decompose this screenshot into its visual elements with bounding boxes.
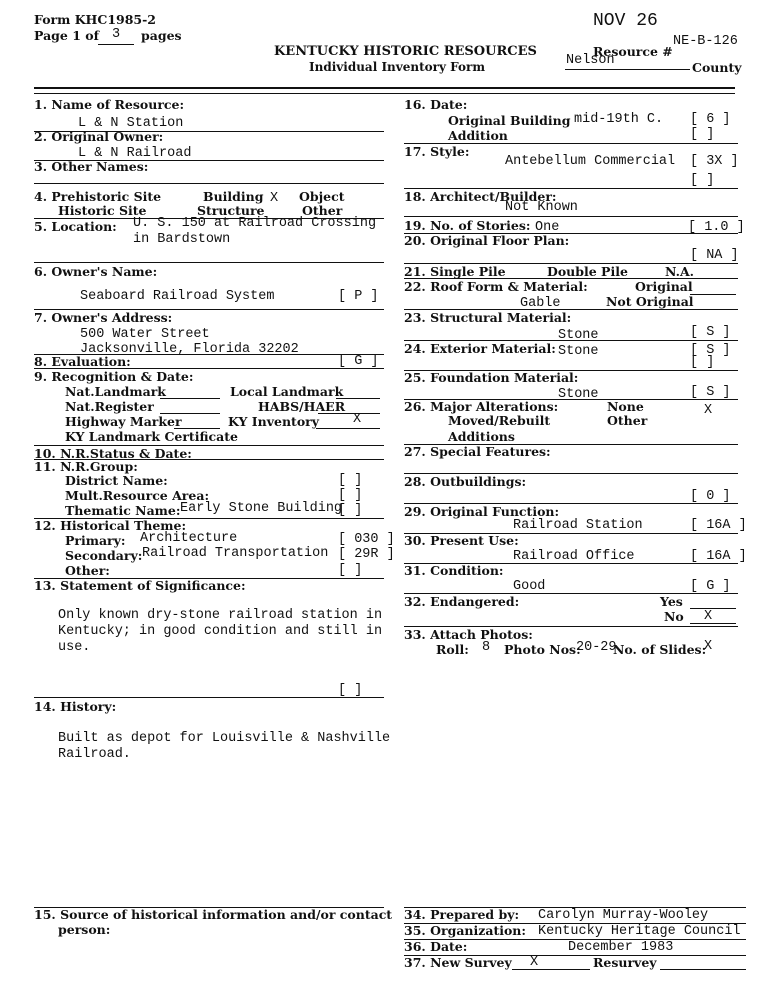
significance-code: [ ] xyxy=(338,683,363,698)
object-label: Object xyxy=(299,189,345,204)
thematic-bracket: [ ] xyxy=(338,503,363,518)
field-30-label: 30. Present Use: xyxy=(404,533,519,548)
form-title: KENTUCKY HISTORIC RESOURCES xyxy=(274,44,537,59)
field-10-label: 10. N.R.Status & Date: xyxy=(34,446,192,461)
original-building-label: Original Building xyxy=(448,113,571,128)
field-32-label: 32. Endangered: xyxy=(404,594,520,609)
history-line-1: Built as depot for Louisville & Nashville xyxy=(58,731,391,746)
photo-nos-label: Photo Nos: xyxy=(504,642,581,657)
field-5-label: 5. Location: xyxy=(34,219,117,234)
primary-value: Architecture xyxy=(140,531,238,546)
mult-resource-bracket: [ ] xyxy=(338,488,363,503)
stories-code: [ 1.0 ] xyxy=(688,220,745,235)
foundation-material-code: [ S ] xyxy=(690,385,731,400)
form-subtitle: Individual Inventory Form xyxy=(309,60,486,74)
nat-register-label: Nat.Register xyxy=(65,399,154,414)
county-label: County xyxy=(692,60,742,75)
secondary-value: Railroad Transportation xyxy=(142,546,329,561)
form-id: Form KHC1985-2 xyxy=(34,12,156,27)
field-29-label: 29. Original Function: xyxy=(404,504,560,519)
nat-landmark-label: Nat.Landmark xyxy=(65,384,166,399)
additions-label: Additions xyxy=(448,429,515,444)
other-theme-code: [ ] xyxy=(338,563,363,578)
field-28-label: 28. Outbuildings: xyxy=(404,474,527,489)
field-15-label-2: person: xyxy=(58,922,111,937)
field-7-label: 7. Owner's Address: xyxy=(34,310,173,325)
significance-line-2: Kentucky; in good condition and still in xyxy=(58,624,383,639)
field-4-label-historic: Historic Site xyxy=(58,203,147,218)
slides-value: X xyxy=(704,639,713,654)
alterations-other-label: Other xyxy=(607,413,648,428)
owner-name-value: Seaboard Railroad System xyxy=(80,289,275,304)
field-16-label: 16. Date: xyxy=(404,97,468,112)
prep-date-value: December 1983 xyxy=(568,940,674,955)
moved-rebuilt-label: Moved/Rebuilt xyxy=(448,413,551,428)
district-bracket: [ ] xyxy=(338,473,363,488)
roll-label: Roll: xyxy=(436,642,469,657)
endangered-mark: X xyxy=(704,609,713,624)
significance-line-1: Only known dry-stone railroad station in xyxy=(58,608,383,623)
field-4-label-prehistoric: 4. Prehistoric Site xyxy=(34,189,162,204)
field-19-label: 19. No. of Stories: xyxy=(404,218,531,233)
field-1-label: 1. Name of Resource: xyxy=(34,97,185,112)
exterior-material-code: [ S ] xyxy=(690,343,731,358)
field-33-label: 33. Attach Photos: xyxy=(404,627,533,642)
resurvey-label: Resurvey xyxy=(593,955,657,970)
evaluation-code: [ G ] xyxy=(338,354,379,369)
local-landmark-label: Local Landmark xyxy=(230,384,344,399)
field-27-label: 27. Special Features: xyxy=(404,444,551,459)
secondary-label: Secondary: xyxy=(65,548,143,563)
field-23-label: 23. Structural Material: xyxy=(404,310,572,325)
mult-resource-label: Mult.Resource Area: xyxy=(65,488,210,503)
style-value: Antebellum Commercial xyxy=(505,154,676,169)
structural-material-code: [ S ] xyxy=(690,325,731,340)
original-function-value: Railroad Station xyxy=(513,518,643,533)
field-3-label: 3. Other Names: xyxy=(34,159,149,174)
field-36-label: 36. Date: xyxy=(404,939,468,954)
style-code-2: [ ] xyxy=(690,173,715,188)
field-11-label: 11. N.R.Group: xyxy=(34,459,138,474)
roof-form-value: Gable xyxy=(520,296,561,311)
other-label: Other xyxy=(302,203,343,218)
addition-label: Addition xyxy=(448,128,508,143)
outbuildings-code: [ 0 ] xyxy=(690,489,731,504)
county-value: Nelson xyxy=(566,53,615,68)
field-12-label: 12. Historical Theme: xyxy=(34,518,187,533)
architect-value: Not Known xyxy=(505,200,578,215)
endangered-yes-label: Yes xyxy=(660,594,683,609)
field-20-label: 20. Original Floor Plan: xyxy=(404,233,570,248)
new-survey-mark: X xyxy=(530,955,539,970)
field-31-label: 31. Condition: xyxy=(404,563,504,578)
page-of-label: Page 1 of xyxy=(34,28,99,43)
building-mark: X xyxy=(270,191,279,206)
field-14-label: 14. History: xyxy=(34,699,117,714)
thematic-name-value: Early Stone Building xyxy=(180,501,343,516)
endangered-no-label: No xyxy=(664,609,684,624)
exterior-material-value: Stone xyxy=(558,344,599,359)
photo-nos-value: 20-29 xyxy=(576,640,617,655)
structural-material-value: Stone xyxy=(558,328,599,343)
original-building-code: [ 6 ] xyxy=(690,112,731,127)
original-function-code: [ 16A ] xyxy=(690,518,747,533)
original-owner-value: L & N Railroad xyxy=(78,146,192,161)
ky-inventory-mark: X xyxy=(353,412,362,427)
field-8-label: 8. Evaluation: xyxy=(34,354,131,369)
roll-value: 8 xyxy=(482,640,491,655)
highway-marker-label: Highway Marker xyxy=(65,414,182,429)
primary-code: [ 030 ] xyxy=(338,532,395,547)
owner-address-line-2: Jacksonville, Florida 32202 xyxy=(80,342,299,357)
original-building-value: mid-19th C. xyxy=(574,112,664,127)
field-18-label: 18. Architect/Builder: xyxy=(404,189,557,204)
primary-label: Primary: xyxy=(65,533,126,548)
slides-label: No. of Slides: xyxy=(613,642,707,657)
condition-value: Good xyxy=(513,579,546,594)
ky-inventory-label: KY Inventory xyxy=(228,414,320,429)
roof-not-original-label: Not Original xyxy=(606,294,694,309)
other-theme-label: Other: xyxy=(65,563,110,578)
alterations-mark: X xyxy=(704,403,713,418)
ky-landmark-cert-label: KY Landmark Certificate xyxy=(65,429,238,444)
resource-name-value: L & N Station xyxy=(78,116,184,131)
secondary-code: [ 29R ] xyxy=(338,547,395,562)
history-line-2: Railroad. xyxy=(58,747,131,762)
field-24-label: 24. Exterior Material: xyxy=(404,341,556,356)
field-13-label: 13. Statement of Significance: xyxy=(34,578,246,593)
alterations-none-label: None xyxy=(607,399,644,414)
style-code: [ 3X ] xyxy=(690,154,739,169)
single-pile-label: 21. Single Pile xyxy=(404,264,506,279)
field-25-label: 25. Foundation Material: xyxy=(404,370,579,385)
field-6-label: 6. Owner's Name: xyxy=(34,264,158,279)
field-34-label: 34. Prepared by: xyxy=(404,907,520,922)
field-9-label: 9. Recognition & Date: xyxy=(34,369,194,384)
pile-na-label: N.A. xyxy=(665,264,695,279)
habs-haer-label: HABS/HAER xyxy=(258,399,346,414)
location-value-1: U. S. 150 at Railroad Crossing xyxy=(133,216,377,231)
present-use-code: [ 16A ] xyxy=(690,549,747,564)
roof-original-label: Original xyxy=(635,279,693,294)
district-name-label: District Name: xyxy=(65,473,168,488)
foundation-material-value: Stone xyxy=(558,387,599,402)
field-35-label: 35. Organization: xyxy=(404,923,527,938)
prepared-by-value: Carolyn Murray-Wooley xyxy=(538,908,709,923)
exterior-material-code-2: [ ] xyxy=(690,355,715,370)
thematic-name-label: Thematic Name: xyxy=(65,503,181,518)
resource-number-label: Resource # xyxy=(593,44,673,59)
location-value-2: in Bardstown xyxy=(133,232,231,247)
addition-code: [ ] xyxy=(690,127,715,142)
date-stamp: NOV 26 xyxy=(593,11,658,31)
field-37-label: 37. New Survey xyxy=(404,955,512,970)
owner-address-line-1: 500 Water Street xyxy=(80,327,210,342)
floor-plan-code: [ NA ] xyxy=(690,248,739,263)
pages-label: pages xyxy=(141,28,182,43)
field-15-label-1: 15. Source of historical information and/or contact xyxy=(34,907,393,922)
field-17-label: 17. Style: xyxy=(404,144,470,159)
structure-label: Structure xyxy=(197,203,265,218)
significance-line-3: use. xyxy=(58,640,91,655)
field-26-label: 26. Major Alterations: xyxy=(404,399,559,414)
present-use-value: Railroad Office xyxy=(513,549,635,564)
field-2-label: 2. Original Owner: xyxy=(34,129,164,144)
organization-value: Kentucky Heritage Council xyxy=(538,924,741,939)
field-22-label: 22. Roof Form & Material: xyxy=(404,279,588,294)
owner-code: [ P ] xyxy=(338,289,379,304)
condition-code: [ G ] xyxy=(690,579,731,594)
building-label: Building xyxy=(203,189,264,204)
page-number: 3 xyxy=(112,27,121,42)
resource-number: NE-B-126 xyxy=(673,34,738,49)
double-pile-label: Double Pile xyxy=(547,264,628,279)
stories-value: One xyxy=(535,220,560,235)
